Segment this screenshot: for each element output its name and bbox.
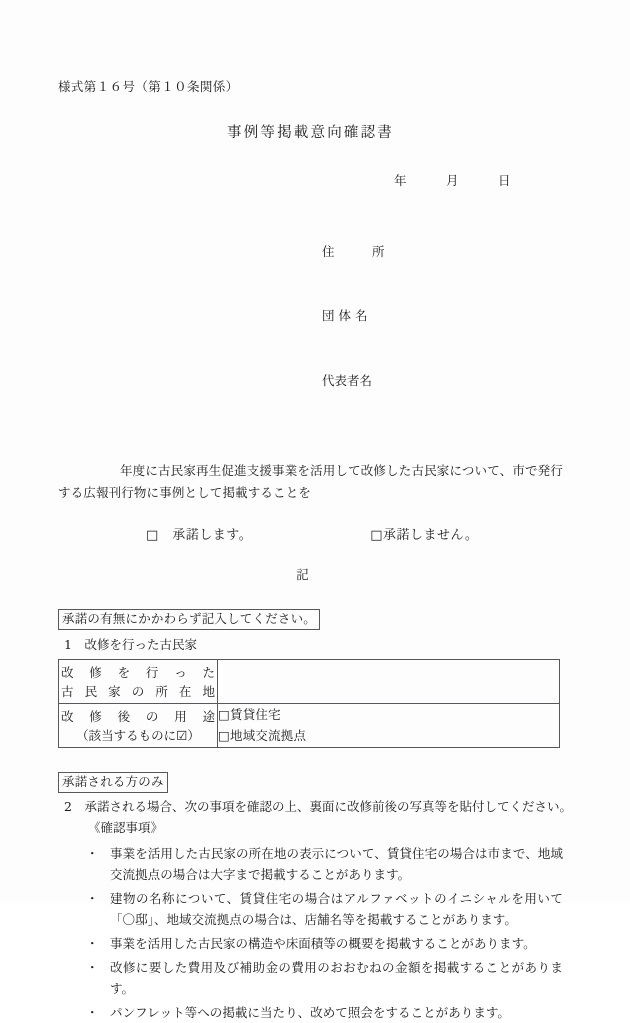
usage-label-cell (59, 704, 218, 748)
usage-value-cell (218, 704, 560, 748)
list-item (84, 957, 563, 999)
bullet-dot-icon: ・ (86, 1004, 99, 1020)
location-label-line-2: 古民家の所在地 (61, 683, 215, 699)
list-item-text: 事業を活用した古民家の構造や床面積等の概要を掲載することがあります。 (110, 935, 536, 951)
usage-label-line-2: （該当するものに☑） (76, 727, 200, 743)
form-number: 様式第１６号（第１０条関係） (58, 79, 239, 94)
list-item (84, 888, 563, 930)
document-content (58, 78, 572, 1023)
section-1-heading: 1 改修を行った古民家 (64, 636, 197, 652)
list-item (84, 1002, 563, 1023)
date-line: 年 月 日 (394, 172, 512, 188)
bullet-dot-icon: ・ (86, 959, 99, 975)
location-label-line-1: 改修を行った (61, 664, 215, 680)
list-item (84, 933, 563, 954)
usage-label-line-1: 改修後の用途 (61, 708, 215, 724)
ki-mark: 記 (296, 567, 309, 583)
bullet-dot-icon: ・ (86, 935, 99, 951)
address-label: 住 所 (322, 243, 385, 259)
list-item-text: 改修に要した費用及び補助金の費用のおおむねの金額を掲載することがあります。 (110, 959, 563, 996)
bullet-dot-icon: ・ (86, 890, 99, 906)
location-label-cell (59, 660, 218, 704)
usage-checkbox-community[interactable]: □地域交流拠点 (218, 727, 307, 743)
representative-label: 代表者名 (322, 372, 373, 388)
list-item-text: パンフレット等への掲載に当たり、改めて照会をすることがあります。 (110, 1004, 510, 1020)
section-2-heading: 2 承諾される場合、次の事項を確認の上、裏面に改修前後の写真等を貼付してください。 (64, 799, 572, 815)
list-item (84, 843, 563, 885)
notice-regardless: 承諾の有無にかかわらず記入してください。 (58, 609, 320, 630)
notice-consent-only-wrap (58, 772, 563, 793)
organization-label: 団 体 名 (322, 308, 368, 324)
consent-options (58, 524, 563, 543)
table-row (59, 660, 560, 704)
body-paragraph: 年度に古民家再生促進支援事業を活用して改修した古民家について、市で発行する広報刊行物に事例として掲載することを (58, 463, 563, 501)
consent-no-option[interactable]: □承諾しません。 (370, 528, 479, 544)
list-item-text: 建物の名称について、賃貸住宅の場合はアルファベットのイニシャルを用いて「〇邸」、地域交流拠点の場合は、店舗名等を掲載することがあります。 (110, 890, 563, 927)
page-title: 事例等掲載意向確認書 (227, 124, 394, 141)
table-row (59, 704, 560, 748)
signature-block (58, 198, 563, 435)
bullet-dot-icon: ・ (86, 845, 99, 861)
notice-consent-only: 承諾される方のみ (58, 772, 168, 793)
list-item-text: 事業を活用した古民家の所在地の表示について、賃貸住宅の場合は市まで、地域交流拠点の場合は大字まで掲載することがあります。 (110, 845, 563, 882)
location-value-cell[interactable] (218, 660, 560, 704)
notice-regardless-wrap (58, 609, 563, 630)
section-2-subheading: 《確認事項》 (88, 820, 164, 836)
confirmation-bullet-list (58, 843, 563, 1023)
renovation-table (58, 659, 560, 748)
consent-yes-option[interactable]: □ 承諾します。 (146, 528, 253, 544)
usage-checkbox-rental[interactable]: □賃貸住宅 (218, 707, 281, 723)
